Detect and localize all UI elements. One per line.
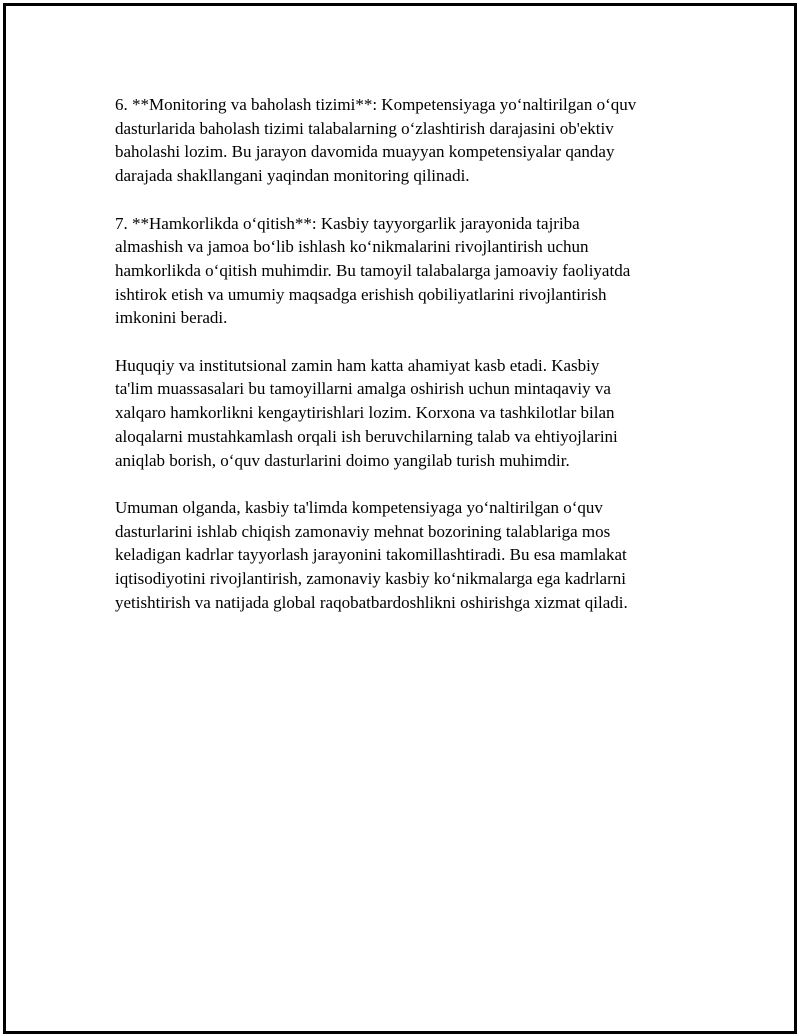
text-line: dasturlarini ishlab chiqish zamonaviy mehnat bozorining talablariga mos xyxy=(115,521,611,541)
text-line: ishtirok etish va umumiy maqsadga erishish qobiliyatlarini rivojlantirish xyxy=(115,284,607,304)
text-line: dasturlarida baholash tizimi talabalarning o‘zlashtirish darajasini ob'ektiv xyxy=(115,118,614,138)
paragraph-collaboration xyxy=(115,212,705,331)
text-line: 7. **Hamkorlikda o‘qitish**: Kasbiy tayyorgarlik jarayonida tajriba xyxy=(115,213,580,233)
text-line: darajada shakllangani yaqindan monitoring qilinadi. xyxy=(115,166,470,186)
text-line: xalqaro hamkorlikni kengaytirishlari lozim. Korxona va tashkilotlar bilan xyxy=(115,403,615,423)
paragraph-monitoring xyxy=(115,93,705,188)
text-line: aloqalarni mustahkamlash orqali ish beruvchilarning talab va ehtiyojlarini xyxy=(115,426,618,446)
text-line: iqtisodiyotini rivojlantirish, zamonaviy kasbiy ko‘nikmalarga ega kadrlarni xyxy=(115,569,626,589)
text-line: yetishtirish va natijada global raqobatbardoshlikni oshirishga xizmat qiladi. xyxy=(115,592,628,612)
text-line: aniqlab borish, o‘quv dasturlarini doimo yangilab turish muhimdir. xyxy=(115,450,570,470)
text-line: Umuman olganda, kasbiy ta'limda kompetensiyaga yo‘naltirilgan o‘quv xyxy=(115,497,603,517)
paragraph-legal-foundation xyxy=(115,354,705,473)
text-line: hamkorlikda o‘qitish muhimdir. Bu tamoyil talabalarga jamoaviy faoliyatda xyxy=(115,260,631,280)
text-line: baholashi lozim. Bu jarayon davomida muayyan kompetensiyalar qanday xyxy=(115,142,615,162)
paragraph-conclusion xyxy=(115,496,705,615)
text-line: imkonini beradi. xyxy=(115,308,228,328)
document-body xyxy=(115,93,705,638)
text-line: 6. **Monitoring va baholash tizimi**: Kompetensiyaga yo‘naltirilgan o‘quv xyxy=(115,95,637,114)
text-line: Huquqiy va institutsional zamin ham katta ahamiyat kasb etadi. Kasbiy xyxy=(115,355,600,375)
text-line: keladigan kadrlar tayyorlash jarayonini takomillashtiradi. Bu esa mamlakat xyxy=(115,545,627,565)
text-line: ta'lim muassasalari bu tamoyillarni amalga oshirish uchun mintaqaviy va xyxy=(115,379,611,399)
text-line: almashish va jamoa bo‘lib ishlash ko‘nikmalarini rivojlantirish uchun xyxy=(115,237,589,257)
